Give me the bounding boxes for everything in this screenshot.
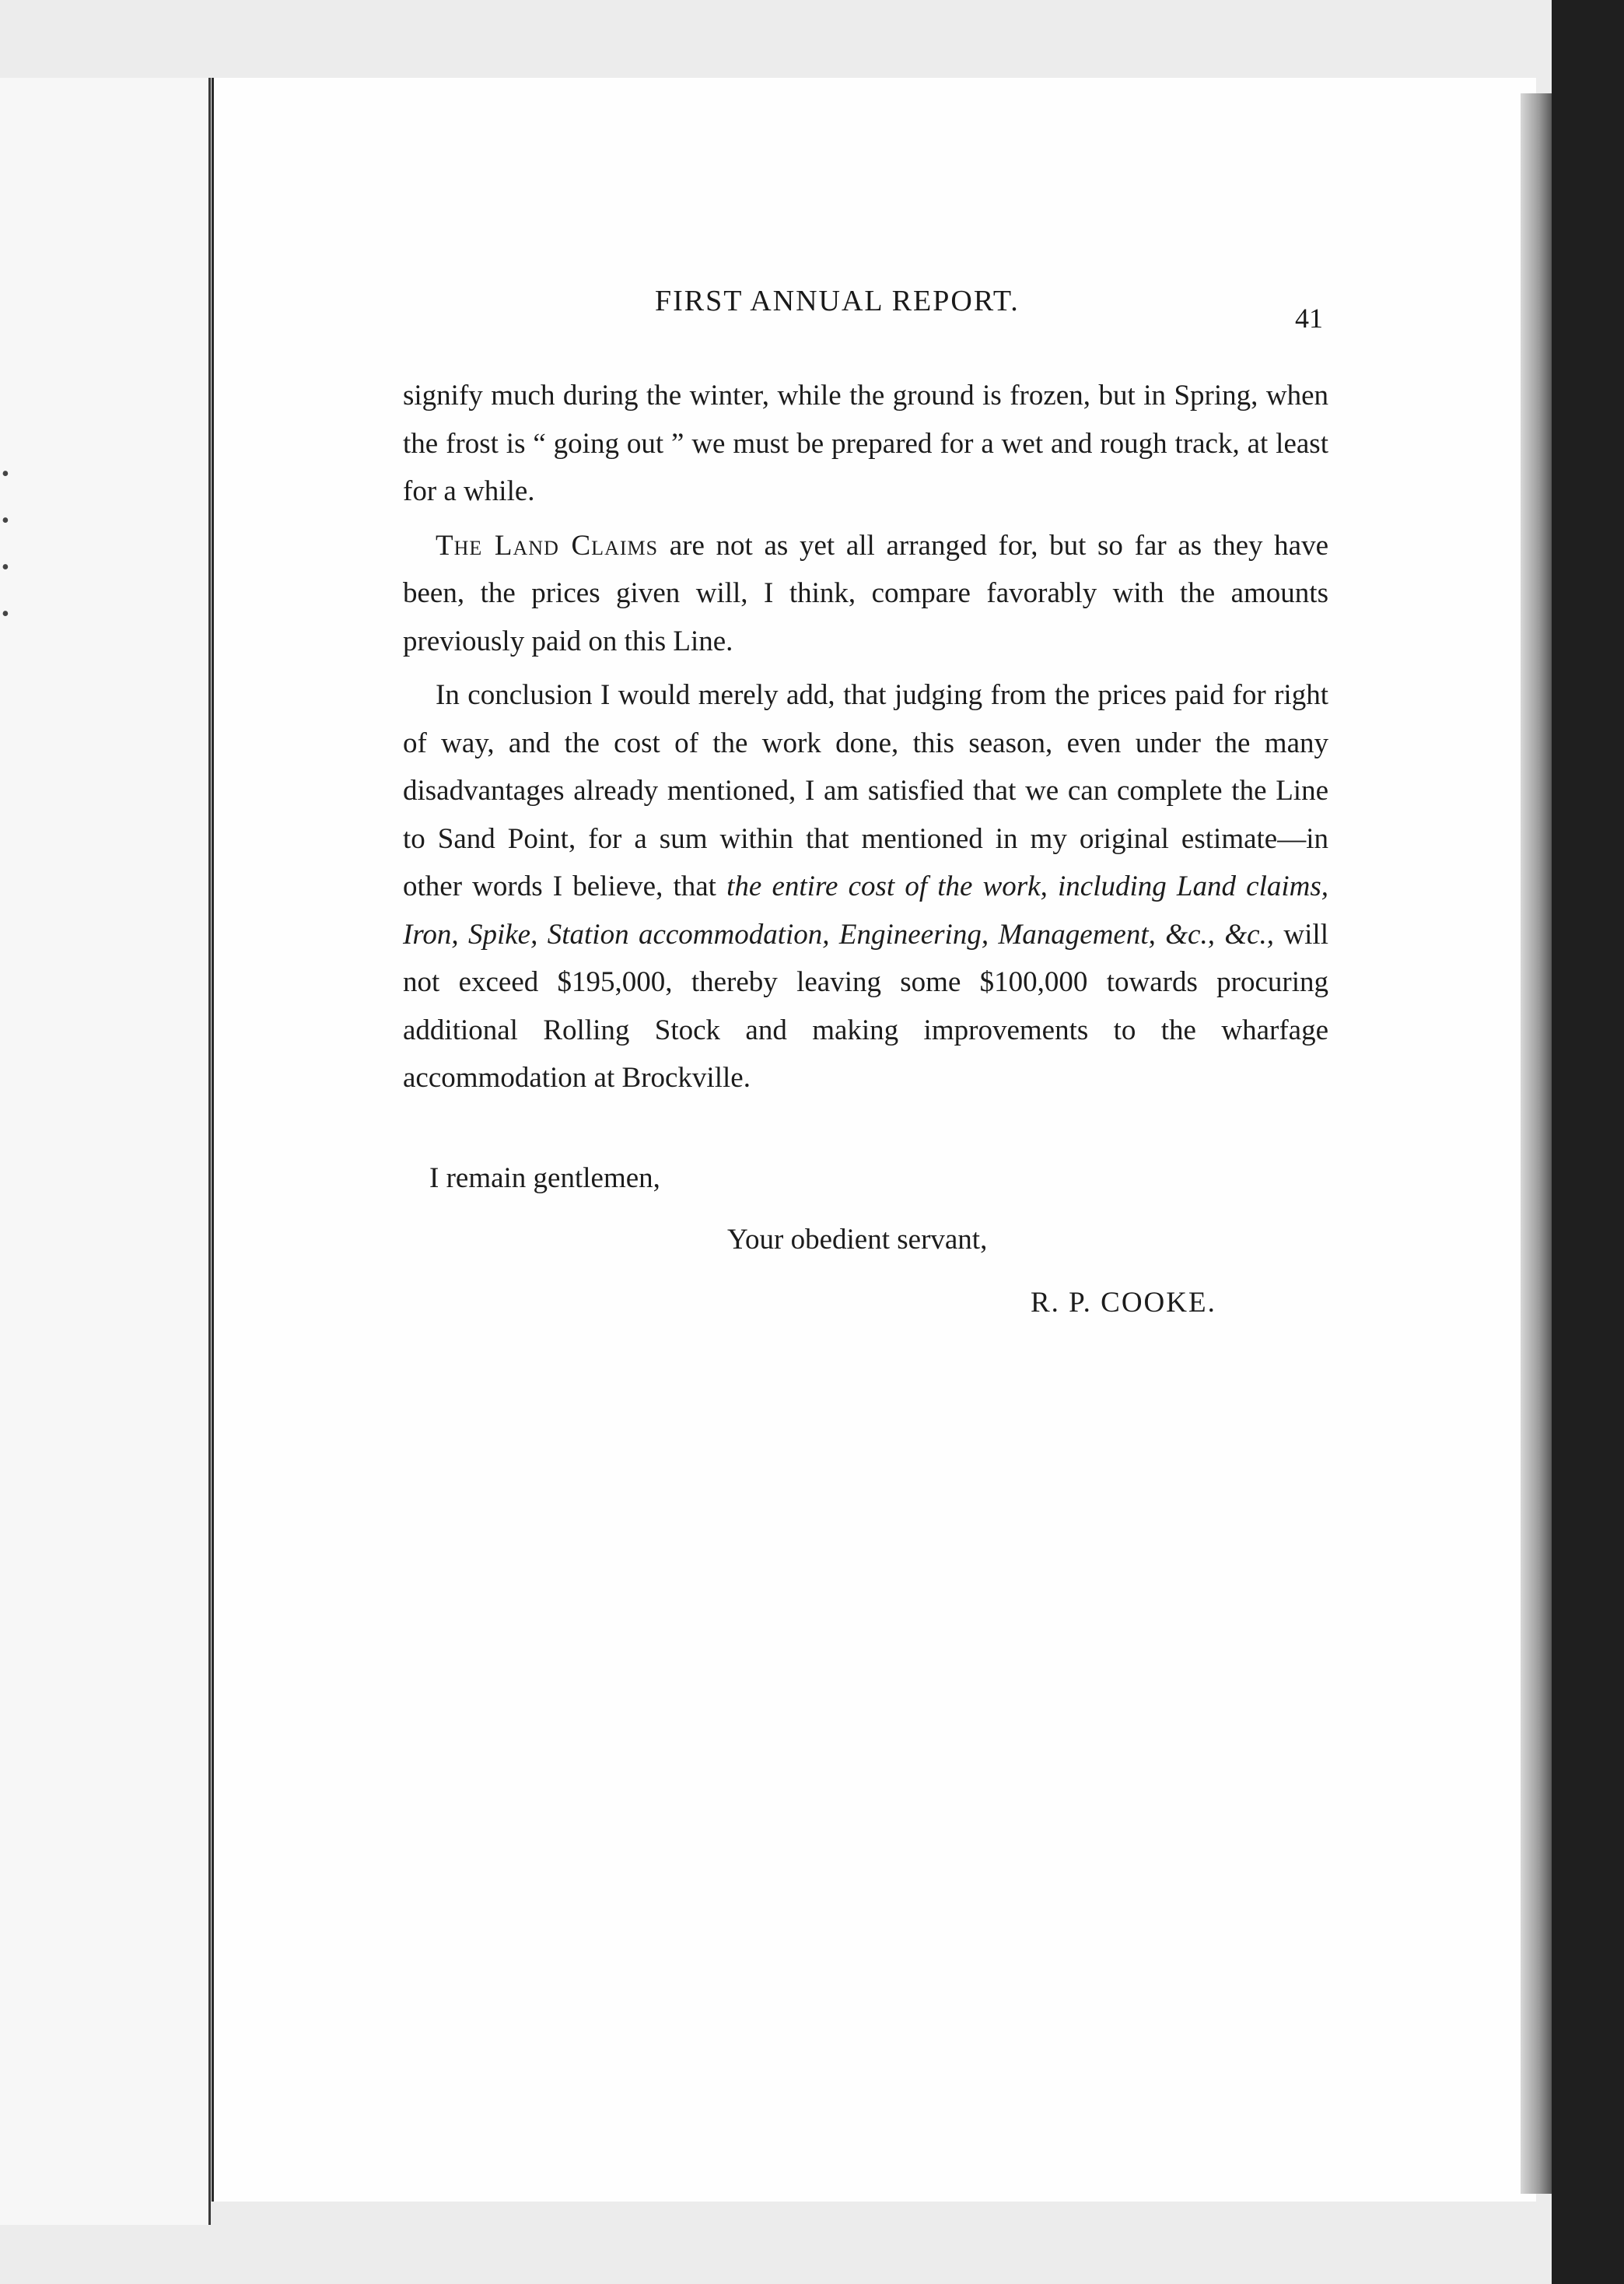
body-text	[403, 372, 1328, 1109]
page-edge-shadow	[1521, 93, 1552, 2194]
closing-line: I remain gentlemen,	[429, 1162, 660, 1194]
paragraph-2-text: are not as yet all arranged for, but so far as they have been, the prices given will, I think, compare favorably with the amounts previously paid on this Line.	[403, 529, 1328, 657]
paragraph-3	[403, 671, 1328, 1102]
valediction: Your obedient servant,	[727, 1224, 988, 1256]
paragraph-2	[403, 522, 1328, 666]
paragraph-3-start: In conclusion I would merely add, that judging from the prices paid for right of way, and the cost of the work done, this season, even under the many disadvantages already mentioned, I am satisfied that we can complete the Line to Sand Point, for a sum within that mentioned in my original estimate—in other words I believe, that	[403, 679, 1328, 902]
left-page-edge	[0, 78, 211, 2225]
left-page-residual-marks: • • • •	[2, 462, 9, 626]
paragraph-3-italic: the entire cost of the work, including Land claims, Iron, Spike, Station accommodation, Engineering, Management, &c., &c.,	[403, 871, 1329, 951]
signature: R. P. COOKE.	[1031, 1287, 1216, 1319]
land-claims-heading: The Land Claims	[436, 529, 659, 562]
scan-border	[1552, 0, 1624, 2284]
paragraph-1: signify much during the winter, while the ground is frozen, but in Spring, when the frost is “ going out ” we must be prepared for a wet and rough track, at least for a while.	[403, 380, 1328, 507]
paragraph-3-end: will not exceed $195,000, thereby leaving some $100,000 towards procuring additional Rolling Stock and making improvements to the wharfage accommodation at Brockville.	[403, 918, 1328, 1094]
page-number: 41	[1295, 303, 1323, 334]
running-header: FIRST ANNUAL REPORT.	[655, 285, 1020, 317]
